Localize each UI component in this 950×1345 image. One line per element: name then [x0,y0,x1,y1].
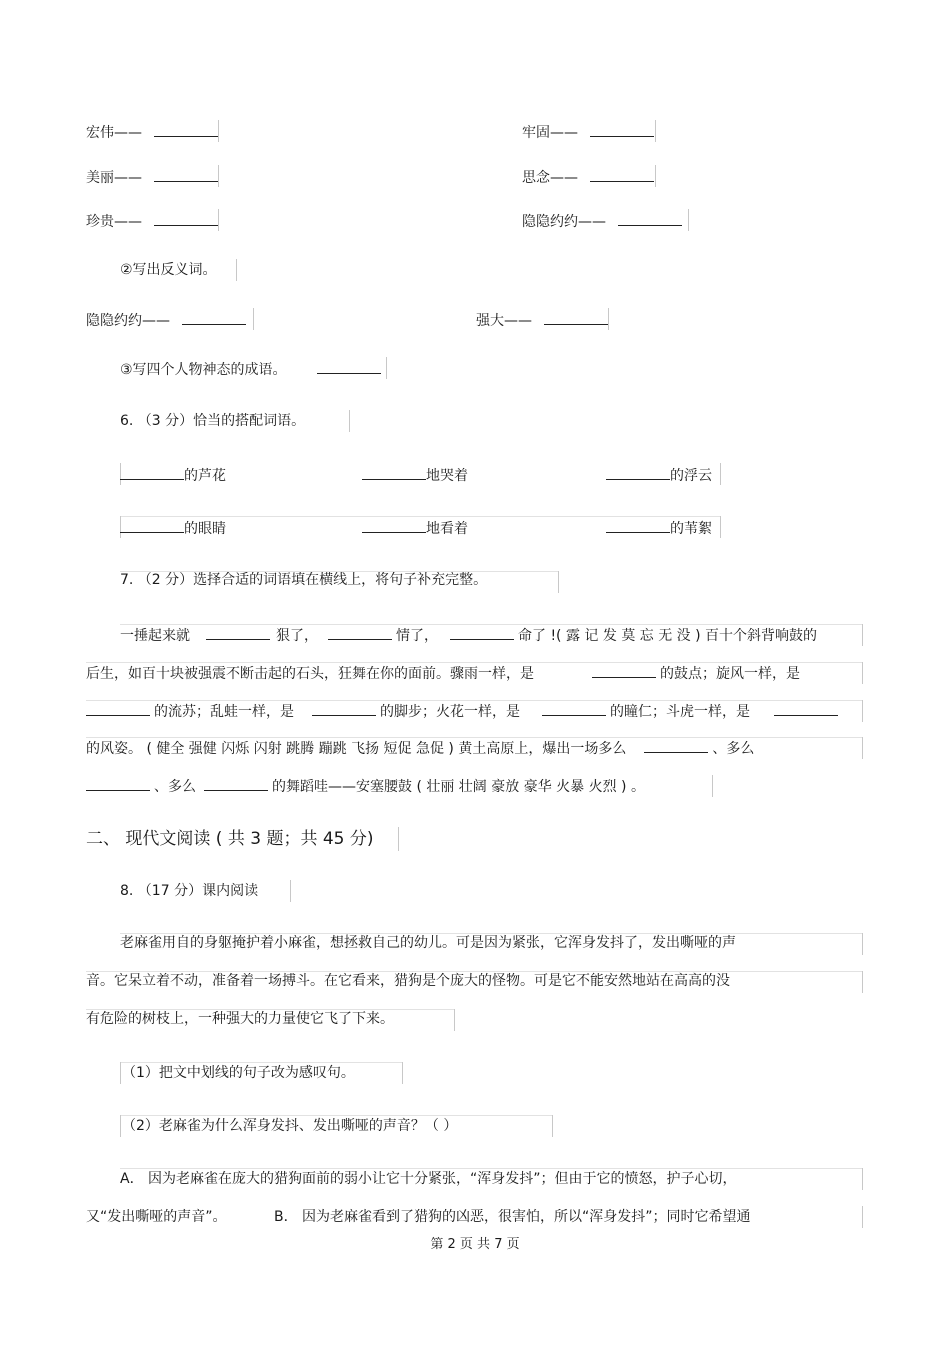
field-edge [655,120,656,142]
field-edge [290,880,291,902]
blank[interactable] [86,775,150,791]
field-edge [398,827,399,851]
blank[interactable] [544,309,608,325]
blank[interactable] [606,464,670,480]
blank[interactable] [120,517,184,533]
field-edge [558,571,559,593]
field-edge [720,516,721,538]
blank[interactable] [590,121,654,137]
page-footer: 第 2 页 共 7 页 [430,1237,520,1252]
q5-pair-2-left: 美丽—— [86,166,218,188]
q5-part2-right: 强大—— [476,309,608,331]
blank[interactable] [317,358,381,374]
blank[interactable] [618,210,682,226]
blank[interactable] [86,700,150,716]
q6-r2-c1: 的眼睛 [120,517,226,539]
field-edge [862,933,863,955]
q5-pair-1-right: 牢固—— [522,121,654,143]
q7-line-1: 一捶起来就 狠了， 情了， 命了 !( 露 记 发 莫 忘 无 没 ) 百十个斜背响鼓的 [120,624,817,646]
q7-line-5: 、多么 的舞蹈哇——安塞腰鼓 ( 壮丽 壮阔 豪放 豪华 火暴 火烈 ) 。 [86,775,645,797]
q7-heading: 7. （2 分）选择合适的词语填在横线上，将句子补充完整。 [120,572,488,588]
q5-part2-left: 隐隐约约—— [86,309,246,331]
field-edge [862,624,863,646]
q6-r1-c2: 地哭着 [362,464,468,486]
q8-passage-line-1: 老麻雀用自的身躯掩护着小麻雀，想拯救自己的幼儿。可是因为紧张，它浑身发抖了，发出嘶哑的声 [120,935,736,951]
field-edge [402,1062,403,1084]
blank[interactable] [120,464,184,480]
q8-option-a-cont: 又“发出嘶哑的声音”。 [86,1209,227,1225]
field-edge [552,1115,553,1137]
q8-sub-question-1: （1）把文中划线的句子改为感叹句。 [122,1065,355,1081]
q6-r2-c2: 地看着 [362,517,468,539]
blank[interactable] [644,737,708,753]
field-edge [862,1168,863,1190]
blank[interactable] [542,700,606,716]
q5-pair-3-right: 隐隐约约—— [522,210,682,232]
q5-pair-2-right: 思念—— [522,166,654,188]
section-title: 二、 现代文阅读 ( 共 3 题；共 45 分) [86,829,374,849]
blank[interactable] [206,624,270,640]
blank[interactable] [204,775,268,791]
field-edge [862,700,863,722]
blank[interactable] [154,121,218,137]
field-edge [218,165,219,187]
field-edge [862,662,863,684]
field-edge [862,971,863,993]
field-edge [454,1009,455,1031]
q8-passage-line-3: 有危险的树枝上，一种强大的力量使它飞了下来。 [86,1011,394,1027]
field-edge [720,463,721,485]
blank[interactable] [362,464,426,480]
blank[interactable] [590,166,654,182]
q6-r2-c3: 的苇絮 [606,517,712,539]
blank[interactable] [450,624,514,640]
field-top [120,571,558,572]
blank[interactable] [592,662,656,678]
blank[interactable] [362,517,426,533]
q8-sub-question-2: （2）老麻雀为什么浑身发抖、发出嘶哑的声音？（ ） [122,1118,458,1134]
field-edge [712,775,713,797]
q7-line-2: 后生，如百十块被强震不断击起的石头，狂舞在你的面前。骤雨一样，是 的鼓点；旋风一样，是 [86,662,800,684]
q6-heading: 6. （3 分）恰当的搭配词语。 [120,413,306,429]
field-edge [253,308,254,330]
field-edge [862,1206,863,1228]
q8-passage-line-2: 音。它呆立着不动，准备着一场搏斗。在它看来，猎狗是个庞大的怪物。可是它不能安然地站在高高的没 [86,973,730,989]
q5-part2-label: ②写出反义词。 [120,262,217,278]
field-edge [236,259,237,281]
field-edge [349,410,350,432]
q5-part3-label: ③写四个人物神态的成语。 [120,358,381,380]
blank[interactable] [154,166,218,182]
field-edge [688,209,689,231]
field-edge [655,165,656,187]
q8-option-b[interactable]: B． 因为老麻雀看到了猎狗的凶恶，很害怕，所以“浑身发抖”；同时它希望通 [274,1209,751,1225]
blank[interactable] [312,700,376,716]
q8-option-a[interactable]: A． 因为老麻雀在庞大的猎狗面前的弱小让它十分紧张，“浑身发抖”；但由于它的愤怒，护子心切， [120,1171,737,1187]
q6-r1-c3: 的浮云 [606,464,712,486]
field-edge [120,1062,121,1084]
q7-line-3: 的流苏；乱蛙一样，是 的脚步；火花一样，是 的瞳仁；斗虎一样，是 [86,700,838,722]
q5-pair-3-left: 珍贵—— [86,210,218,232]
blank[interactable] [154,210,218,226]
blank[interactable] [328,624,392,640]
field-edge [218,120,219,142]
blank[interactable] [182,309,246,325]
q6-r1-c1: 的芦花 [120,464,226,486]
field-edge [120,1115,121,1137]
field-edge [218,209,219,231]
q8-heading: 8. （17 分）课内阅读 [120,883,259,899]
field-edge [862,737,863,759]
q7-line-4: 的风姿。 ( 健全 强健 闪烁 闪射 跳腾 蹦跳 飞扬 短促 急促 ) 黄土高原上，爆出一场多么 、多么 [86,737,754,759]
blank[interactable] [606,517,670,533]
field-edge [386,357,387,379]
q5-pair-1-left: 宏伟—— [86,121,218,143]
blank[interactable] [774,700,838,716]
field-edge [608,308,609,330]
